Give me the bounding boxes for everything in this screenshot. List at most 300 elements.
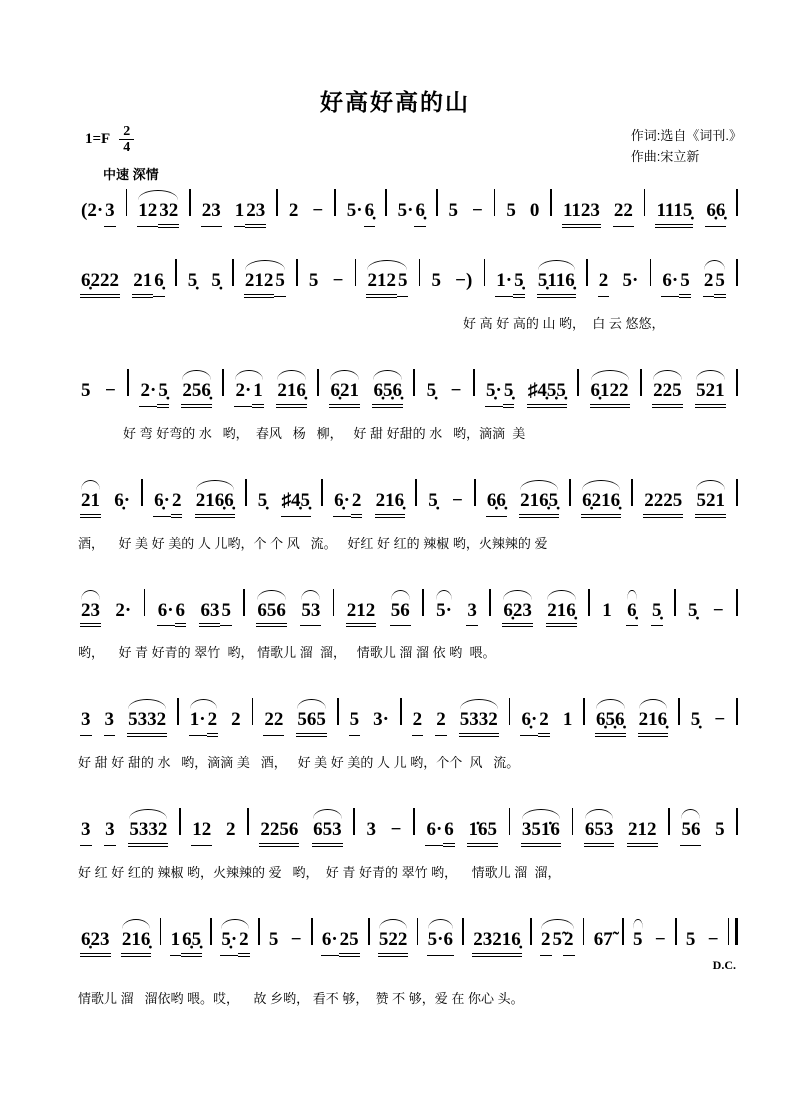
- note-segment: 653: [584, 820, 615, 847]
- note-segment: 56: [390, 601, 411, 627]
- slur-arc: [704, 260, 725, 270]
- note-segment: 6̣23: [80, 930, 111, 957]
- time-signature-numerator: 2: [119, 124, 134, 140]
- barline: [189, 189, 191, 216]
- note-group: [157, 600, 186, 628]
- barline: [368, 918, 370, 945]
- note-group: [601, 600, 613, 626]
- note-segment: 5: [431, 269, 441, 291]
- barline: [668, 808, 670, 835]
- lyrics-row: 哟， 好 青 好青的 翠竹 哟， 情歌儿 溜 溜， 情歌儿 溜 溜 依 哟 喂。: [78, 645, 496, 661]
- note-segment: 216̣: [121, 930, 152, 957]
- slur-arc: [277, 370, 306, 380]
- barline: [127, 369, 129, 396]
- barline: [126, 189, 128, 216]
- note-group: [595, 709, 626, 737]
- barline: [550, 189, 552, 216]
- note-segment: 3·: [373, 709, 389, 731]
- score-line: [78, 466, 738, 552]
- note-segment: 2: [288, 200, 299, 221]
- note-segment: 5̣: [187, 269, 198, 291]
- note-group: [220, 929, 249, 957]
- slur-arc: [696, 480, 725, 490]
- note-group: [707, 929, 720, 955]
- note-group: [244, 270, 286, 298]
- note-group: [378, 929, 409, 957]
- music-row: [78, 576, 738, 628]
- note-group: [121, 929, 152, 957]
- key-signature-label: 1=F: [85, 131, 111, 148]
- note-group: [263, 709, 284, 736]
- note-segment: 6·: [157, 601, 175, 627]
- note-group: [590, 380, 630, 408]
- note-group: [312, 819, 343, 847]
- dc-mark: D.C.: [712, 958, 736, 973]
- note-segment: −: [290, 929, 302, 951]
- barline: [413, 369, 415, 396]
- note-segment: 22: [263, 710, 284, 736]
- note-group: [703, 270, 726, 298]
- note-group: [139, 380, 168, 408]
- barline: [577, 369, 579, 396]
- note-segment: 3: [80, 710, 92, 736]
- note-segment: 56: [680, 820, 701, 846]
- slur-arc: [696, 370, 725, 380]
- credit-composer: 作曲:宋立新: [630, 148, 700, 164]
- note-group: [652, 380, 683, 408]
- slur-arc: [639, 699, 668, 709]
- note-segment: 1: [252, 381, 264, 408]
- barline: [243, 589, 245, 616]
- note-group: [426, 380, 438, 406]
- note-group: [311, 200, 324, 226]
- music-row: [78, 685, 738, 737]
- note-segment: 5̣: [503, 381, 515, 408]
- note-group: [695, 490, 726, 518]
- note-segment: 53: [300, 601, 321, 627]
- note-segment: 2: [540, 930, 552, 956]
- barline: [569, 479, 571, 506]
- note-segment: 5̣: [257, 489, 268, 511]
- note-group: [390, 819, 403, 845]
- note-group: [225, 819, 237, 845]
- tempo-marking: 中速 深情: [103, 167, 159, 182]
- note-segment: 6̣: [414, 201, 426, 227]
- note-segment: 6̣: [364, 201, 376, 227]
- note-segment: −: [451, 489, 463, 511]
- slur-arc: [681, 809, 700, 819]
- note-segment: 5: [274, 271, 286, 297]
- note-group: [288, 200, 300, 226]
- note-segment: 6·: [321, 930, 339, 956]
- slur-arc: [391, 590, 410, 600]
- barline: [678, 698, 680, 725]
- note-segment: 2: [598, 271, 610, 297]
- barline: [258, 918, 260, 945]
- note-segment: 5̣: [426, 379, 437, 401]
- note-segment: 5·: [346, 200, 363, 221]
- note-segment: 1: [562, 709, 573, 731]
- barline: [588, 589, 590, 616]
- note-group: [189, 709, 218, 737]
- note-group: [520, 709, 549, 737]
- note-segment: 6̣216̣: [581, 491, 621, 518]
- note-segment: 3: [104, 710, 116, 736]
- music-row: [78, 466, 738, 518]
- note-segment: 3: [80, 820, 92, 846]
- note-segment: 1115̣: [655, 201, 693, 228]
- note-group: [454, 270, 473, 296]
- note-group: [687, 600, 699, 626]
- note-group: [372, 709, 390, 735]
- note-group: [366, 270, 408, 298]
- note-segment: 5·6: [427, 930, 454, 956]
- barline: [179, 808, 181, 835]
- barline: [462, 918, 464, 945]
- barline: [419, 259, 421, 286]
- barline: [436, 189, 438, 216]
- note-group: [80, 380, 92, 406]
- note-segment: 6̣5̣6̣: [595, 710, 626, 737]
- barline: [321, 479, 323, 506]
- note-segment: 25: [339, 930, 360, 957]
- note-group: [372, 380, 403, 408]
- barline: [736, 698, 738, 725]
- note-segment: ♯4̣5̣: [281, 491, 312, 517]
- note-segment: 23: [245, 201, 266, 228]
- note-segment: 216̣: [546, 601, 577, 628]
- note-segment: −: [312, 200, 324, 221]
- slur-arc: [138, 190, 178, 200]
- barline: [417, 918, 419, 945]
- note-segment: 6̣·: [333, 491, 351, 517]
- note-segment: 63: [199, 601, 220, 628]
- barline: [644, 189, 646, 216]
- barline: [583, 698, 585, 725]
- note-segment: 1·: [189, 710, 207, 736]
- barline: [473, 369, 475, 396]
- note-segment: 6̣222: [80, 271, 120, 298]
- slur-arc: [436, 590, 452, 600]
- slur-arc: [627, 590, 637, 600]
- barline: [494, 189, 496, 216]
- note-group: [290, 929, 303, 955]
- note-group: [375, 490, 406, 518]
- note-group: [427, 929, 454, 956]
- note-group: [632, 929, 644, 955]
- note-segment: 2: [412, 710, 424, 736]
- note-group: [627, 819, 658, 847]
- note-group: [104, 709, 116, 736]
- note-group: [268, 929, 280, 955]
- note-group: [170, 929, 203, 957]
- music-row: [78, 356, 738, 408]
- barline: [317, 369, 319, 396]
- note-segment: 5̣: [651, 601, 663, 627]
- music-row: [78, 246, 738, 298]
- note-segment: 23: [80, 601, 101, 628]
- barline: [509, 698, 511, 725]
- note-segment: 6̣: [626, 601, 638, 627]
- note-group: [521, 819, 561, 847]
- slur-arc: [245, 260, 285, 270]
- note-segment: 21: [80, 491, 101, 518]
- note-segment: 0: [529, 200, 540, 221]
- note-group: [714, 819, 726, 845]
- slur-arc: [221, 919, 248, 929]
- note-group: [448, 200, 460, 226]
- note-segment: 212: [627, 820, 658, 847]
- score-line: [78, 576, 738, 662]
- note-segment: 3: [466, 601, 478, 627]
- note-segment: 2: [351, 491, 363, 518]
- note-group: [466, 600, 478, 627]
- slur-arc: [633, 919, 643, 929]
- note-group: [537, 270, 576, 298]
- note-segment: −: [654, 929, 666, 951]
- note-segment: 2: [703, 271, 715, 297]
- note-segment: 5̣: [687, 599, 698, 621]
- slur-arc: [520, 480, 558, 490]
- barline: [413, 808, 415, 835]
- note-segment: 5: [268, 929, 279, 951]
- note-segment: 2: [171, 491, 183, 518]
- note-group: [332, 270, 345, 296]
- barline: [736, 589, 738, 616]
- slur-arc: [190, 699, 217, 709]
- note-segment: 216̣: [276, 381, 307, 408]
- barline: [736, 479, 738, 506]
- note-segment: 6·: [425, 820, 443, 846]
- note-segment: 2: [538, 710, 550, 737]
- slur-arc: [196, 480, 234, 490]
- note-group: [210, 270, 222, 296]
- score-line: [78, 905, 738, 1007]
- note-segment: 3: [104, 820, 116, 846]
- slur-arc: [301, 590, 320, 600]
- note-segment: 21: [132, 271, 153, 298]
- barline: [232, 259, 234, 286]
- note-group: [655, 200, 693, 228]
- note-group: [435, 600, 453, 626]
- barline: [144, 589, 146, 616]
- note-segment: 12: [137, 201, 158, 227]
- note-group: [485, 380, 514, 408]
- note-group: [661, 270, 690, 298]
- note-segment: 23216̣: [472, 930, 522, 957]
- note-group: [234, 380, 263, 408]
- note-segment: 2: [563, 930, 575, 956]
- credits: [631, 126, 742, 168]
- slur-arc: [182, 370, 211, 380]
- note-segment: 6̣6̣: [705, 201, 726, 227]
- note-group: [654, 929, 667, 955]
- note-group: [153, 490, 182, 518]
- note-segment: −): [455, 269, 473, 291]
- note-group: [651, 600, 663, 627]
- note-segment: 6: [443, 820, 455, 847]
- barline: [530, 918, 532, 945]
- note-group: [300, 600, 321, 627]
- slur-arc: [460, 699, 498, 709]
- note-segment: 5̣116̣: [537, 271, 576, 298]
- note-group: [201, 200, 222, 227]
- note-segment: 6̣23: [502, 601, 533, 628]
- barline: [675, 918, 677, 945]
- slur-arc: [122, 919, 151, 929]
- note-group: [128, 819, 168, 847]
- score: [78, 176, 738, 1031]
- barline: [276, 189, 278, 216]
- note-segment: −: [450, 379, 462, 401]
- note-group: [329, 380, 360, 408]
- note-segment: 2·: [234, 381, 252, 407]
- lyrics-row: 好 高 好 高的 山 哟， 白 云 悠悠，: [463, 315, 665, 331]
- lyrics-row: 情歌儿 溜 溜依哟 喂。哎， 故 乡哟， 看不 够， 赞 不 够，爱 在 你心 头。: [78, 991, 524, 1007]
- note-segment: 225: [652, 381, 683, 408]
- barline: [583, 918, 585, 945]
- note-segment: 5: [308, 269, 319, 291]
- note-segment: 521: [695, 381, 726, 408]
- note-group: [113, 490, 131, 516]
- note-segment: 22: [613, 201, 634, 227]
- note-segment: 521: [695, 491, 726, 518]
- barline: [177, 698, 179, 725]
- note-group: [127, 709, 167, 737]
- note-group: [562, 709, 574, 735]
- note-group: [705, 200, 726, 227]
- barline: [247, 808, 249, 835]
- score-line: [78, 176, 738, 228]
- note-group: [256, 600, 287, 628]
- note-group: [712, 600, 725, 626]
- note-segment: 5: [633, 929, 643, 951]
- note-segment: 5̣: [513, 271, 525, 298]
- note-group: [349, 709, 361, 736]
- note-segment: (2·: [81, 200, 104, 221]
- note-segment: 216̣: [638, 710, 669, 737]
- note-group: [80, 709, 92, 736]
- note-group: [540, 929, 575, 956]
- note-segment: 6̣5̣: [181, 930, 202, 957]
- note-segment: 1·: [495, 271, 513, 297]
- note-segment: 216̣5̣: [519, 491, 559, 518]
- note-segment: 5̣: [428, 489, 438, 511]
- barline: [160, 918, 162, 945]
- note-segment: −: [712, 599, 724, 621]
- time-signature: [119, 124, 134, 156]
- note-group: [527, 380, 567, 408]
- music-row: [78, 905, 738, 957]
- barline: [736, 259, 738, 286]
- note-segment: 6̣·: [114, 489, 131, 511]
- score-line: [78, 246, 738, 332]
- note-segment: 5̃: [552, 929, 563, 951]
- note-group: [199, 600, 232, 628]
- time-signature-denominator: 4: [123, 140, 131, 156]
- barline: [385, 189, 387, 216]
- slur-arc: [428, 919, 453, 929]
- score-line: [78, 795, 738, 881]
- barline: [415, 479, 417, 506]
- note-group: [584, 819, 615, 847]
- barline: [296, 259, 298, 286]
- barline: [355, 259, 357, 286]
- note-group: [308, 270, 320, 296]
- note-segment: −: [714, 709, 726, 731]
- note-group: [80, 600, 101, 628]
- note-group: [104, 380, 117, 406]
- note-segment: 5̣: [157, 381, 169, 408]
- note-segment: 6̣: [153, 271, 165, 297]
- note-group: [680, 819, 701, 846]
- credit-lyricist: 作词:选自《词刊.》: [630, 128, 742, 143]
- note-group: [529, 200, 541, 226]
- note-segment: 3: [366, 819, 376, 841]
- note-segment: 5̣: [211, 269, 221, 291]
- note-segment: 2: [238, 930, 250, 957]
- slur-arc: [81, 590, 100, 600]
- note-segment: 5·: [622, 269, 639, 291]
- slur-arc: [591, 370, 629, 380]
- note-segment: 1: [170, 930, 182, 956]
- note-group: [486, 490, 507, 517]
- note-segment: −: [105, 379, 116, 401]
- note-group: [472, 929, 522, 957]
- slur-arc: [653, 370, 682, 380]
- note-segment: 2: [207, 710, 219, 737]
- barline: [175, 259, 177, 286]
- note-group: [281, 490, 312, 517]
- note-group: [425, 819, 454, 847]
- music-row: [78, 795, 738, 847]
- slur-arc: [503, 590, 532, 600]
- barline: [484, 259, 486, 286]
- note-group: [598, 270, 610, 297]
- lyrics-row: 好 红 好 红的 辣椒 哟，火辣辣的 爱 哟， 好 青 好青的 翠竹 哟， 情歌儿 溜 溜，: [78, 865, 561, 881]
- note-group: [346, 600, 377, 628]
- slur-arc: [128, 699, 166, 709]
- note-group: [80, 490, 101, 518]
- note-group: [80, 929, 111, 957]
- note-segment: 216̣: [375, 491, 406, 518]
- note-group: [397, 200, 426, 227]
- note-group: [412, 709, 424, 736]
- note-group: [321, 929, 360, 957]
- note-group: [690, 709, 702, 735]
- note-group: [187, 270, 199, 296]
- note-group: [471, 200, 484, 226]
- note-segment: 12: [191, 820, 212, 846]
- slur-arc: [541, 919, 574, 929]
- slur-arc: [522, 809, 560, 819]
- note-segment: 5̣: [690, 709, 701, 731]
- barline: [650, 259, 652, 286]
- note-group: [546, 600, 577, 628]
- barline: [141, 479, 143, 506]
- barline: [337, 698, 339, 725]
- note-group: [296, 709, 327, 737]
- note-group: [191, 819, 212, 846]
- score-line: [78, 685, 738, 771]
- note-group: [638, 709, 669, 737]
- barline: [245, 479, 247, 506]
- barline: [333, 589, 335, 616]
- barline: [353, 808, 355, 835]
- note-group: [505, 200, 517, 226]
- slur-arc: [313, 809, 342, 819]
- note-group: [502, 600, 533, 628]
